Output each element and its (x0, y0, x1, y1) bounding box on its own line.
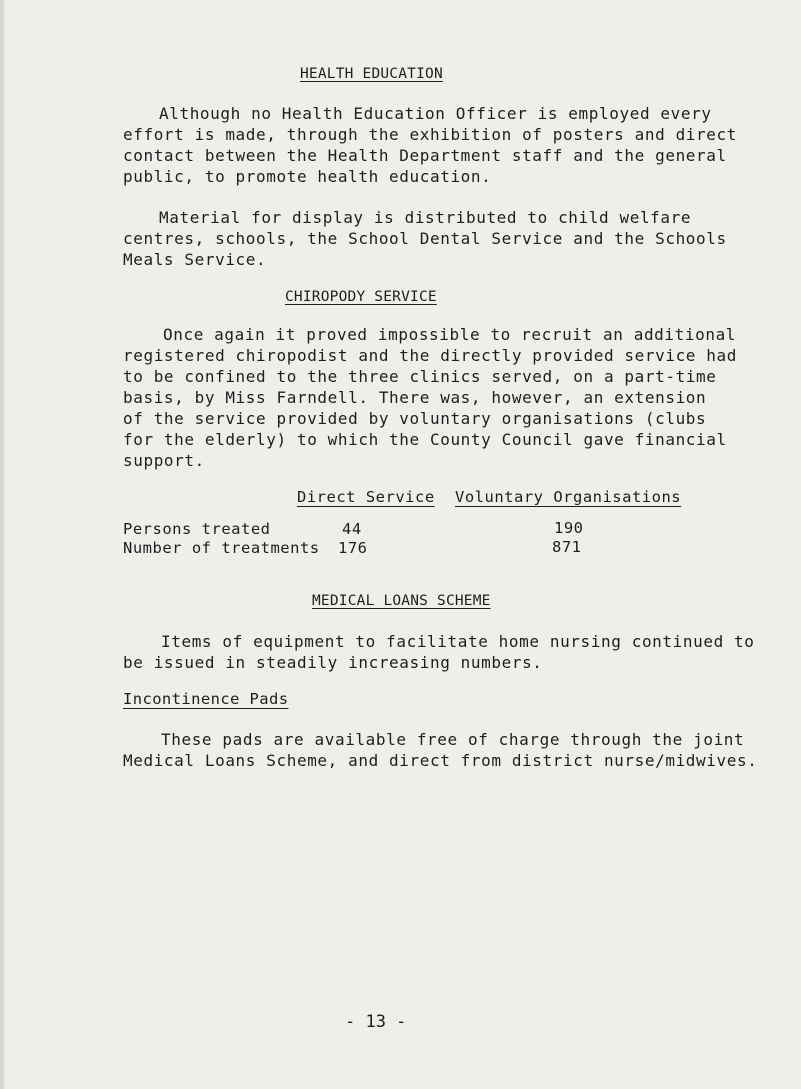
text-line: public, to promote health education. (123, 167, 492, 186)
text-line: Although no Health Education Officer is employed every (159, 104, 712, 123)
text-line: to be confined to the three clinics served, on a part-time (123, 367, 717, 386)
medical-loans-paragraph (123, 631, 755, 673)
incontinence-pads-subheading: Incontinence Pads (123, 690, 289, 708)
text-line: Meals Service. (123, 250, 267, 269)
text-line: contact between the Health Department staff and the general (123, 146, 727, 165)
row-label-number-of-treatments: Number of treatments (123, 539, 320, 557)
text-line: Medical Loans Scheme, and direct from district nurse/midwives. (123, 751, 758, 770)
text-line: effort is made, through the exhibition of posters and direct (123, 125, 737, 144)
column-header-direct-service: Direct Service (297, 488, 435, 506)
text-line: for the elderly) to which the County Council gave financial (123, 430, 727, 449)
text-line: These pads are available free of charge through the joint (161, 730, 745, 749)
cell-persons-treated-direct: 44 (342, 520, 362, 538)
column-header-voluntary-organisations: Voluntary Organisations (455, 488, 682, 506)
text-line: support. (123, 451, 205, 470)
health-education-paragraph-2 (123, 207, 727, 270)
row-label-persons-treated: Persons treated (123, 520, 271, 538)
medical-loans-scheme-heading: MEDICAL LOANS SCHEME (312, 593, 491, 609)
text-line: be issued in steadily increasing numbers. (123, 653, 543, 672)
cell-treatments-direct: 176 (338, 539, 368, 557)
health-education-paragraph-1 (123, 103, 737, 187)
text-line: Material for display is distributed to child welfare (159, 208, 692, 227)
chiropody-service-heading: CHIROPODY SERVICE (285, 289, 437, 305)
text-line: basis, by Miss Farndell. There was, however, an extension (123, 388, 707, 407)
chiropody-paragraph (123, 324, 737, 471)
cell-treatments-voluntary: 871 (552, 538, 582, 556)
cell-persons-treated-voluntary: 190 (554, 519, 584, 537)
health-education-heading: HEALTH EDUCATION (300, 66, 443, 82)
page-number: - 13 - (345, 1012, 407, 1032)
text-line: Once again it proved impossible to recruit an additional (163, 325, 737, 344)
text-line: Items of equipment to facilitate home nursing continued to (161, 632, 755, 651)
text-line: registered chiropodist and the directly provided service had (123, 346, 737, 365)
text-line: of the service provided by voluntary organisations (clubs (123, 409, 707, 428)
text-line: centres, schools, the School Dental Service and the Schools (123, 229, 727, 248)
incontinence-pads-paragraph (123, 729, 757, 771)
page-edge-shadow (0, 0, 4, 1089)
